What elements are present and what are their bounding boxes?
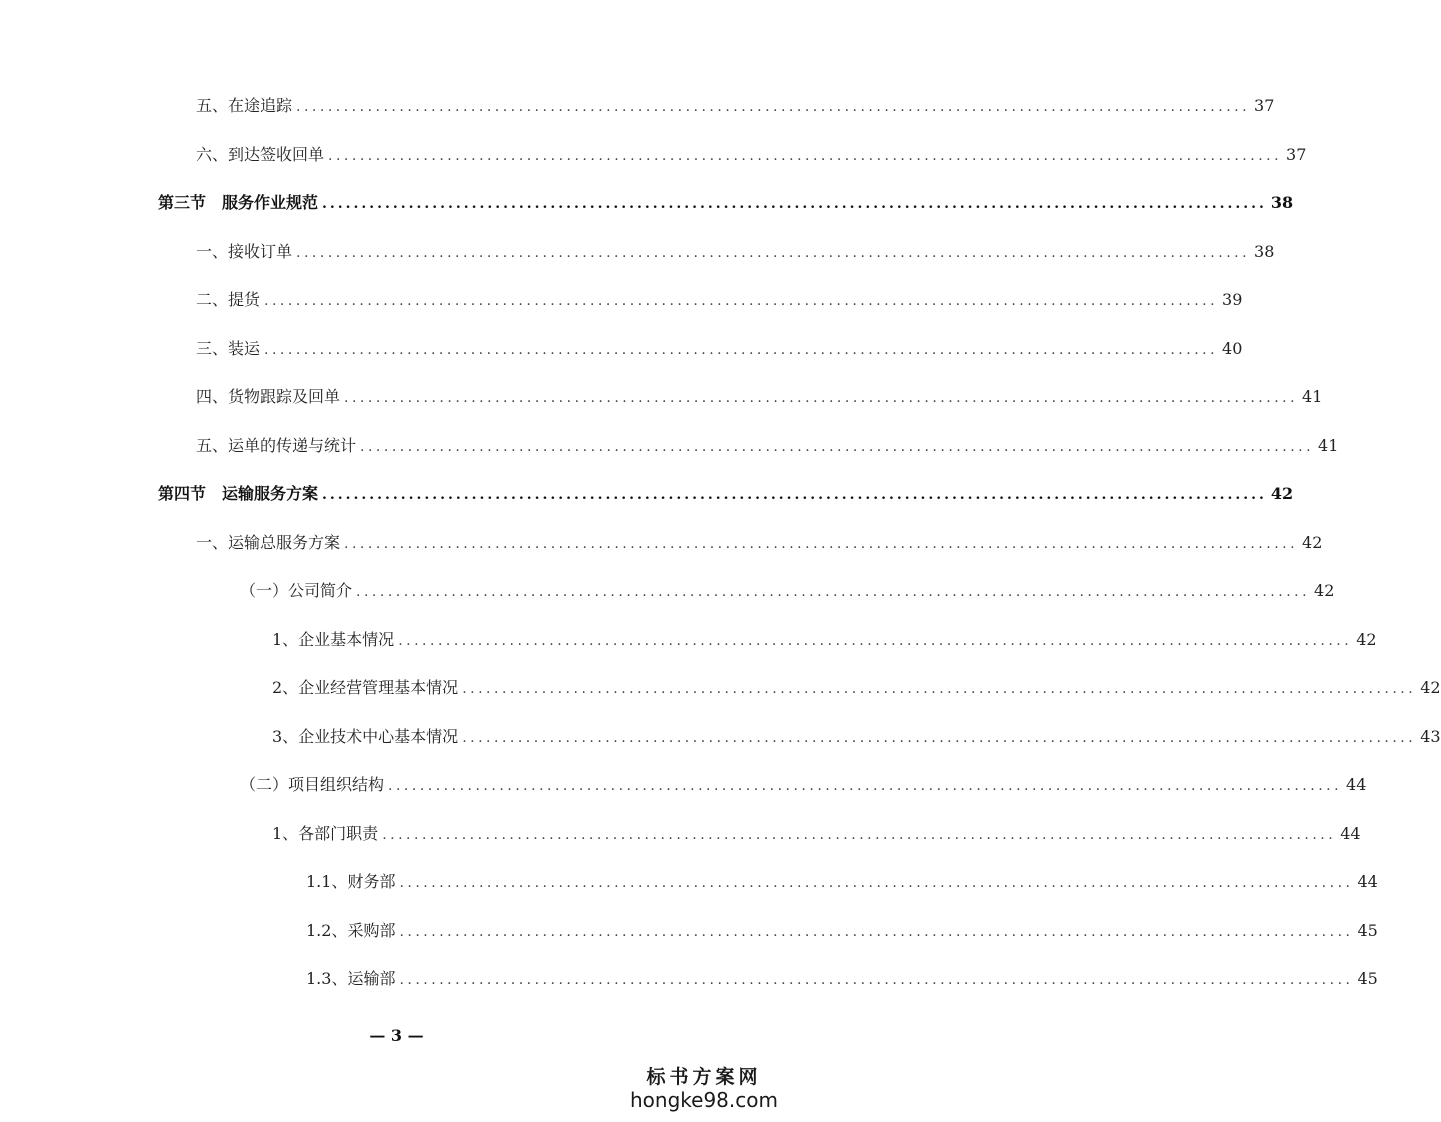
toc-entry-title: （二）项目组织结构	[240, 775, 385, 794]
toc-entry[interactable]	[240, 769, 1367, 795]
site-watermark	[629, 1066, 779, 1112]
toc-dot-leader: ........................................................................................................................	[296, 99, 1251, 115]
toc-dot-leader: ........................................................................................................................	[264, 293, 1219, 309]
toc-entry[interactable]	[196, 236, 1275, 262]
toc-entry[interactable]	[196, 430, 1339, 456]
toc-dot-leader: ........................................................................................................................	[462, 729, 1417, 746]
toc-entry-title: 3、企业技术中心基本情况	[272, 726, 459, 746]
toc-dot-leader: ........................................................................................................................	[399, 923, 1354, 940]
toc-entry-page: 44	[1340, 823, 1361, 843]
toc-entry-page: 40	[1222, 338, 1243, 358]
toc-section-entry[interactable]	[158, 187, 1294, 213]
toc-section-entry[interactable]	[158, 478, 1294, 504]
toc-entry-page: 42	[1356, 629, 1377, 649]
toc-dot-leader: ........................................................................................................................	[296, 244, 1251, 261]
toc-dot-leader: ........................................................................................................................	[264, 341, 1219, 358]
toc-entry[interactable]	[272, 721, 1441, 747]
toc-entry-title: 五、运单的传递与统计	[196, 435, 357, 455]
page-number: — 3 —	[369, 1026, 424, 1045]
toc-dot-leader: ........................................................................................................................	[356, 584, 1311, 600]
toc-entry-title: 四、货物跟踪及回单	[196, 387, 341, 406]
toc-entry-title: 1.2、采购部	[306, 920, 396, 940]
toc-entry-page: 42	[1302, 532, 1323, 552]
toc-dot-leader: ........................................................................................................................	[360, 438, 1315, 455]
toc-entry-page: 39	[1222, 290, 1243, 309]
toc-entry[interactable]	[272, 818, 1361, 844]
toc-dot-leader: ........................................................................................................................	[399, 875, 1354, 891]
toc-dot-leader: ........................................................................................................................	[398, 632, 1353, 649]
toc-dot-leader: ........................................................................................................................	[388, 778, 1343, 794]
toc-entry[interactable]	[240, 575, 1335, 601]
toc-entry-title: 二、提货	[196, 290, 261, 309]
toc-dot-leader: ........................................................................................................................	[322, 196, 1267, 212]
toc-entry-page: 37	[1254, 96, 1275, 115]
toc-entry-title: （一）公司简介	[240, 581, 353, 600]
toc-entry[interactable]	[196, 381, 1323, 407]
toc-entry-page: 38	[1254, 241, 1275, 261]
toc-entry-page: 41	[1318, 435, 1339, 455]
toc-entry-title: 1、企业基本情况	[272, 629, 395, 649]
toc-entry[interactable]	[306, 915, 1378, 941]
toc-entry-page: 44	[1357, 872, 1378, 891]
toc-entry[interactable]	[306, 963, 1378, 989]
toc-entry[interactable]	[196, 527, 1323, 553]
toc-entry-page: 38	[1270, 193, 1294, 212]
toc-entry[interactable]	[196, 333, 1243, 359]
toc-entry-title: 第三节 服务作业规范	[158, 193, 319, 212]
toc-dot-leader: ........................................................................................................................	[382, 826, 1337, 843]
toc-entry-title: 五、在途追踪	[196, 96, 293, 115]
toc-entry[interactable]	[306, 866, 1378, 892]
toc-entry-page: 37	[1286, 144, 1307, 164]
toc-entry-page: 42	[1420, 678, 1441, 697]
toc-entry-page: 45	[1357, 920, 1378, 940]
toc-entry[interactable]	[196, 90, 1275, 116]
toc-entry-title: 一、接收订单	[196, 241, 293, 261]
toc-entry-title: 第四节 运输服务方案	[158, 484, 319, 503]
toc-entry-title: 六、到达签收回单	[196, 144, 325, 164]
toc-entry-title: 1.3、运输部	[306, 969, 396, 988]
watermark-title: 标书方案网	[646, 1066, 762, 1088]
toc-dot-leader: ........................................................................................................................	[322, 487, 1267, 503]
toc-entry[interactable]	[196, 139, 1307, 165]
toc-entry[interactable]	[196, 284, 1243, 310]
toc-entry-title: 1、各部门职责	[272, 823, 379, 843]
toc-entry-title: 一、运输总服务方案	[196, 532, 341, 552]
toc-entry-title: 三、装运	[196, 338, 261, 358]
toc-entry-page: 42	[1270, 484, 1294, 503]
toc-dot-leader: ........................................................................................................................	[344, 390, 1299, 406]
toc-entry-page: 45	[1357, 969, 1378, 988]
toc-entry-title: 1.1、财务部	[306, 872, 396, 891]
toc-entry-page: 42	[1314, 581, 1335, 600]
watermark-url: hongke98.com	[630, 1088, 778, 1112]
toc-dot-leader: ........................................................................................................................	[399, 972, 1354, 988]
toc-entry-page: 44	[1346, 775, 1367, 794]
toc-entry[interactable]	[272, 672, 1441, 698]
toc-dot-leader: ........................................................................................................................	[462, 681, 1417, 697]
toc-entry-page: 41	[1302, 387, 1323, 406]
toc-entry-page: 43	[1420, 726, 1441, 746]
toc-dot-leader: ........................................................................................................................	[344, 535, 1299, 552]
toc-entry-title: 2、企业经营管理基本情况	[272, 678, 459, 697]
toc-dot-leader: ........................................................................................................................	[328, 147, 1283, 164]
toc-entry[interactable]	[272, 624, 1377, 650]
